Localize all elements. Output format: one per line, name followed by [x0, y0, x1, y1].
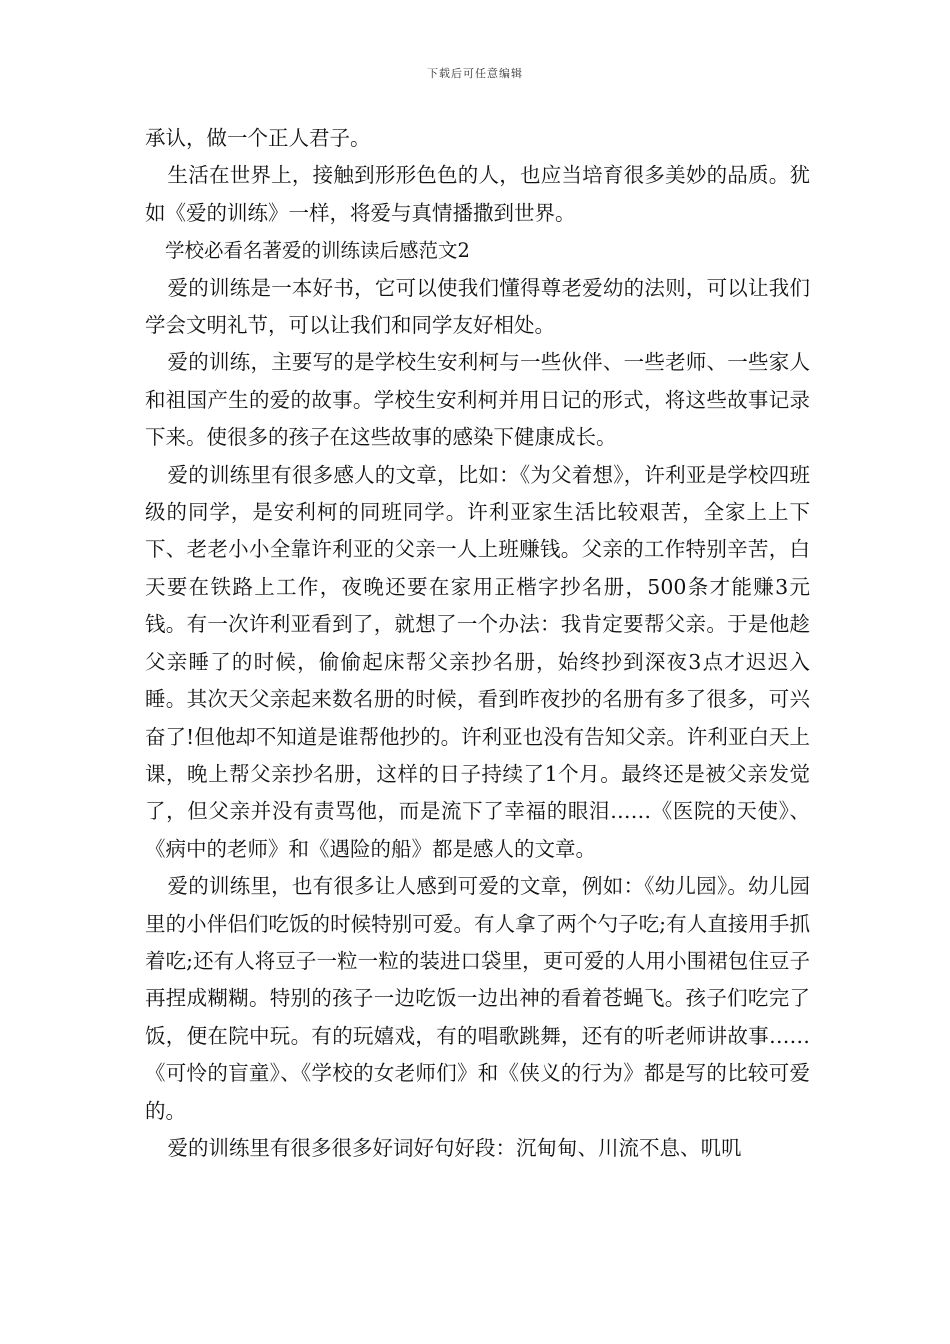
paragraph: 爱的训练里有很多很多好词好句好段：沉甸甸、川流不息、叽叽	[167, 1135, 742, 1160]
paragraph: 爱的训练，主要写的是学校生安利柯与一些伙伴、一些老师、一些家人和祖国产生的爱的故事。学校生安利柯并用日记的形式，将这些故事记录下来。使很多的孩子在这些故事的感染下健康成长。	[145, 350, 810, 450]
paragraph: 生活在世界上，接触到形形色色的人，也应当培育很多美妙的品质。犹如《爱的训练》一样，将爱与真情播撒到世界。	[145, 163, 810, 225]
paragraph: 爱的训练里有很多感人的文章，比如：《为父着想》，许利亚是学校四班级的同学，是安利柯的同班同学。许利亚家生活比较艰苦，全家上上下下、老老小小全靠许利亚的父亲一人上班赚钱。父亲的工作特别辛苦，白天要在铁路上工作，夜晚还要在家用正楷字抄名册，500条才能赚3元钱。有一次许利亚看到了，就想了一个办法：我肯定要帮父亲。于是他趁父亲睡了的时候，偷偷起床帮父亲抄名册，始终抄到深夜3点才迟迟入睡。其次天父亲起来数名册的时候，看到昨夜抄的名册有多了很多，可兴奋了!但他却不知道是谁帮他抄的。许利亚也没有告知父亲。许利亚白天上课，晚上帮父亲抄名册，这样的日子持续了1个月。最终还是被父亲发觉了，但父亲并没有责骂他，而是流下了幸福的眼泪……《医院的天使》、《病中的老师》和《遇险的船》都是感人的文章。	[145, 462, 810, 861]
document-body	[145, 120, 810, 1167]
paragraph-continuation: 承认，做一个正人君子。	[145, 126, 371, 150]
paragraph: 爱的训练里，也有很多让人感到可爱的文章，例如：《幼儿园》。幼儿园里的小伴侣们吃饭的时候特别可爱。有人拿了两个勺子吃;有人直接用手抓着吃;还有人将豆子一粒一粒的装进口袋里，更可爱的人用小围裙包住豆子再捏成糊糊。特别的孩子一边吃饭一边出神的看着苍蝇飞。孩子们吃完了饭，便在院中玩。有的玩嬉戏，有的唱歌跳舞，还有的听老师讲故事……《可怜的盲童》、《学校的女老师们》和《侠义的行为》都是写的比较可爱的。	[145, 874, 810, 1123]
essay-title: 学校必看名著爱的训练读后感范文2	[165, 239, 470, 263]
page-header: 下载后可任意编辑	[427, 67, 523, 80]
paragraph: 爱的训练是一本好书，它可以使我们懂得尊老爱幼的法则，可以让我们学会文明礼节，可以让我们和同学友好相处。	[145, 275, 810, 338]
